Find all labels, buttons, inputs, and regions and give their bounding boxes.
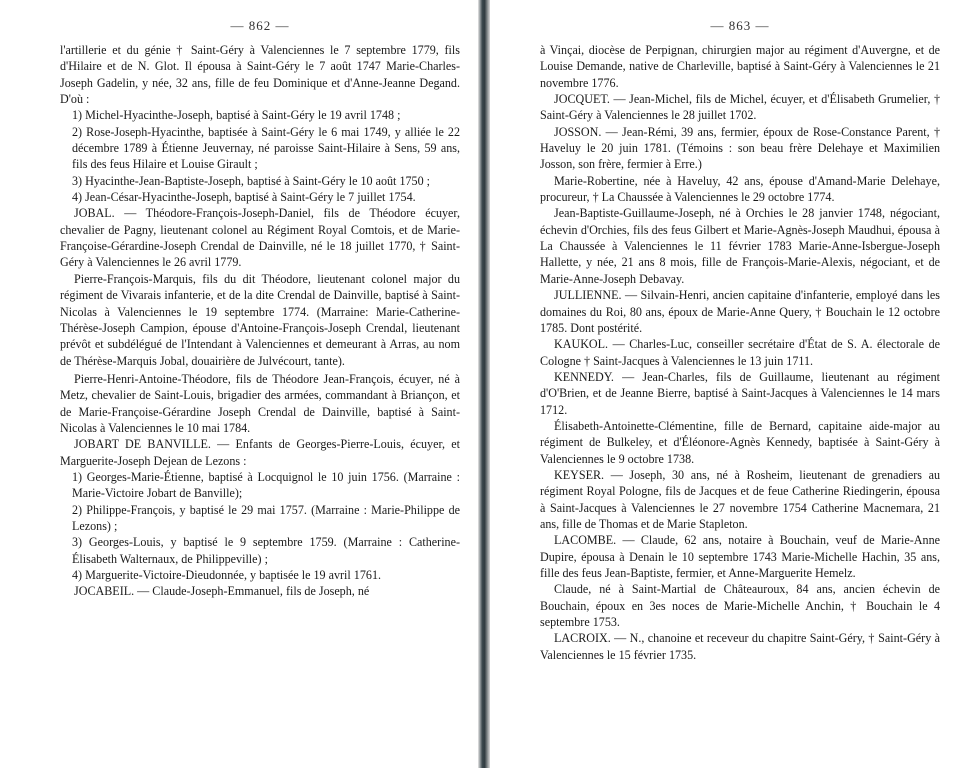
paragraph: Élisabeth-Antoinette-Clémentine, fille de Bernard, capitaine aide-major au régiment de Bulkeley, et d'Éléonore-Agnès Kennedy, baptisée à Saint-Géry à Valenciennes le 9 octobre 1738. [540,418,940,466]
entry-kennedy: KENNEDY. — Jean-Charles, fils de Guillaume, lieutenant au régiment d'O'Brien, et de Jeanne Bierre, baptisé à Saint-Jacques à Valenciennes le 14 mars 1712. [540,369,940,417]
paragraph: Marie-Robertine, née à Haveluy, 42 ans, épouse d'Amand-Marie Delehaye, procureur, † La Chaussée à Valenciennes le 29 octobre 1774. [540,173,940,205]
entry-josson: JOSSON. — Jean-Rémi, 39 ans, fermier, époux de Rose-Constance Parent, † Haveluy le 20 juin 1781. (Témoins : son beau frère Delehaye et Maximilien Josson, son frère, fermier à Erre.) [540,124,940,172]
paragraph: à Vinçai, diocèse de Perpignan, chirurgien major au régiment d'Auvergne, et de Louise Demande, native de Charleville, baptisé à Saint-Géry à Valenciennes le 21 novembre 1776. [540,43,940,90]
entry-jocabeil: JOCABEIL. — Claude-Joseph-Emmanuel, fils de Joseph, né [74,584,370,599]
list-item: 3) Hyacinthe-Jean-Baptiste-Joseph, baptisé à Saint-Géry le 10 août 1750 ; [72,173,431,188]
list-item: 1) Georges-Marie-Étienne, baptisé à Locquignol le 10 juin 1756. (Marraine : Marie-Victoire Jobart de Banville); [72,469,460,501]
page-number-right: — 863 — [710,18,770,33]
list-item: 4) Marguerite-Victoire-Dieudonnée, y baptisée le 19 avril 1761. [72,568,382,582]
entry-keyser: KEYSER. — Joseph, 30 ans, né à Rosheim, lieutenant de grenadiers au régiment Royal Pologne, fils de Jacques et de feue Catherine Riedingerin, épousa à Saint-Jacques à Valenciennes le 27 novembre 1754 Catherine Macnemara, 21 ans, fille de Thomas et de Marie Stapleton. [540,467,940,531]
paragraph: l'artillerie et du génie † Saint-Géry à Valenciennes le 7 septembre 1779, fils d'Hilaire et de N. Glot. Il épousa à Saint-Géry le 7 août 1747 Marie-Charles-Joseph Gadelin, y née, 32 ans, fille de feu Dominique et d'Anne-Jeanne Degand. D'où : [60,43,460,107]
entry-jocquet: JOCQUET. — Jean-Michel, fils de Michel, écuyer, et d'Élisabeth Grumelier, † Saint-Géry à Valenciennes le 28 juillet 1702. [540,92,940,123]
entry-jobal: JOBAL. — Théodore-François-Joseph-Daniel, fils de Théodore écuyer, chevalier de Pagny, lieutenant colonel au Régiment Royal Comtois, et de Marie-Françoise-Gérardine-Joseph Crendal de Dainville, né le 18 juillet 1770, † Saint-Géry à Valenciennes le 26 avril 1779. [60,206,460,270]
list-item: 4) Jean-César-Hyacinthe-Joseph, baptisé à Saint-Géry le 7 juillet 1754. [72,190,416,205]
list-item: 3) Georges-Louis, y baptisé le 9 septembre 1759. (Marraine : Catherine-Élisabeth Walternaux, de Philippeville) ; [72,535,460,566]
paragraph: Claude, né à Saint-Martial de Châteauroux, 84 ans, ancien échevin de Bouchain, époux en 3es noces de Marie-Michelle Anchin, † Bouchain le 4 septembre 1753. [540,582,940,630]
left-page [0,0,478,768]
paragraph: Pierre-François-Marquis, fils du dit Théodore, lieutenant colonel major du régiment de Vivarais infanterie, et de la dite Crendal de Dainville, baptisé à Saint-Nicolas à Valenciennes le 19 septembre 1774. (Marraine: Marie-Catherine-Thérèse-Joseph Campion, épouse d'Antoine-François-Joseph Crendal, lieutenant prévôt et subdélégué de l'Intendant à Valenciennes et demeurant à Arras, au nom de Thérèse-Marquis Jobal, douairière de Julvécourt, tante). [60,271,460,368]
list-item: 2) Rose-Joseph-Hyacinthe, baptisée à Saint-Géry le 6 mai 1749, y alliée le 22 décembre 1789 à Étienne Jeuvernay, né paroisse Saint-Hilaire à Sens, 59 ans, fils des feus Hilaire et Louise Girault ; [72,124,460,172]
list-item: 2) Philippe-François, y baptisé le 29 mai 1757. (Marraine : Marie-Philippe de Lezons) ; [72,502,460,533]
entry-jobart-de-banville: JOBART DE BANVILLE. — Enfants de Georges-Pierre-Louis, écuyer, et Marguerite-Joseph Dejean de Lezons : [60,437,460,468]
entry-lacombe: LACOMBE. — Claude, 62 ans, notaire à Bouchain, veuf de Marie-Anne Dupire, épousa à Denain le 10 septembre 1743 Marie-Michelle Hachin, 35 ans, fille des feus Jean-Baptiste, fermier, et Anne-Marguerite Hemelz. [540,533,940,580]
list-item: 1) Michel-Hyacinthe-Joseph, baptisé à Saint-Géry le 19 avril 1748 ; [72,108,401,123]
entry-lacroix: LACROIX. — N., chanoine et receveur du chapitre Saint-Géry, † Saint-Géry à Valenciennes le 15 février 1735. [540,631,940,662]
left-page-text [60,42,460,600]
right-page-text [540,42,940,663]
paragraph: Pierre-Henri-Antoine-Théodore, fils de Théodore Jean-François, écuyer, né à Metz, chevalier de Saint-Louis, brigadier des armées, commandant à Briançon, et de Marie-Françoise-Gérardine Joseph Crendal de Dainville, baptisé à Saint-Nicolas à Valenciennes le 10 mai 1784. [60,371,460,435]
page-number-left: — 862 — [230,18,290,33]
paragraph: Jean-Baptiste-Guillaume-Joseph, né à Orchies le 28 janvier 1748, négociant, échevin d'Orchies, fils des feus Gilbert et Marie-Agnès-Joseph Maudhui, épousa à La Chaussée à Valenciennes le 11 février 1783 Marie-Anne-Isbergue-Joseph Hallette, y née, 21 ans 8 mois, fille de François-Marie-Alexis, négociant, et de Marie-Anne-Joseph Debavay. [540,206,940,286]
right-page [490,0,960,768]
book-gutter [478,0,490,768]
entry-jullienne: JULLIENNE. — Silvain-Henri, ancien capitaine d'infanterie, employé dans les domaines du Roi, 80 ans, époux de Marie-Anne Query, † Bouchain le 12 octobre 1785. Dont postérité. [540,288,940,335]
entry-kaukol: KAUKOL. — Charles-Luc, conseiller secrétaire d'État de S. A. électorale de Cologne † Saint-Jacques à Valenciennes le 13 juin 1711. [540,337,940,368]
